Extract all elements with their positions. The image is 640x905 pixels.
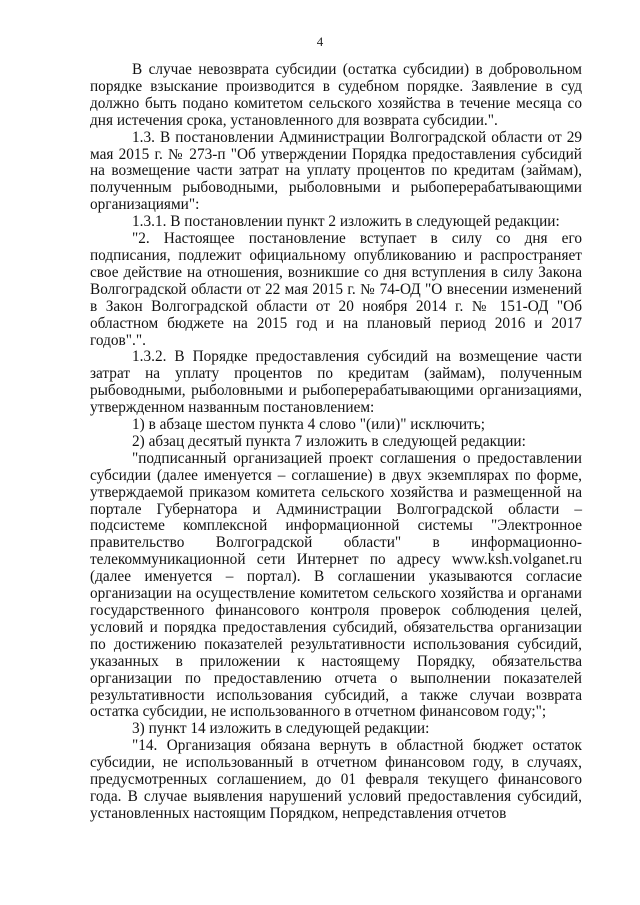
paragraph: 1) в абзаце шестом пункта 4 слово "(или)" исключить; [132,416,485,434]
paragraph: В случае невозврата субсидии (остатка субсидии) в добровольном порядке взыскание производится в судебном порядке. Заявление в суд должно быть подано комитетом сельского хозяйства в течение месяца со дня истечения срока, установленного для возврата субсидии.". [90,61,582,129]
paragraph: 2) абзац десятый пункта 7 изложить в следующей редакции: [132,432,526,450]
document-body [90,62,582,823]
paragraph: 1.3.2. В Порядке предоставления субсидий на возмещение части затрат на уплату процентов по кредитам (займам), полученным рыбоводными, рыболовными и рыбоперерабатывающими организациями, утвержденном названным постановлением: [90,348,582,417]
page-number: 4 [316,34,324,49]
paragraph: "14. Организация обязана вернуть в областной бюджет остаток субсидии, не использованный в отчетном финансовом году, в случаях, предусмотренных соглашением, до 01 февраля текущего финансового года. В случае выявления нарушений условий предоставления субсидий, установленных настоящим Порядком, непредставления отчетов [90,737,582,822]
paragraph: 3) пункт 14 изложить в следующей редакции: [132,720,430,738]
paragraph: 1.3. В постановлении Администрации Волгоградской области от 29 мая 2015 г. № 273-п "Об утверждении Порядка предоставления субсидий на возмещение части затрат на уплату процентов по кредитам (займам), полученным рыбоводными, рыболовными и рыбоперерабатывающими организациями": [90,128,582,214]
paragraph: "подписанный организацией проект соглашения о предоставлении субсидии (далее именуется – соглашение) в двух экземплярах по форме, утверждаемой приказом комитета сельского хозяйства и размещенной на портале Губернатора и Администрации Волгоградской области – подсистеме комплексной информационной системы "Электронное правительство Волгоградской области" в информационно-телекоммуникационной сети Интернет по адресу www.ksh.volganet.ru (далее именуется – портал). В соглашении указываются согласие организации на осуществление комитетом сельского хозяйства и органами государственного финансового контроля проверок соблюдения целей, условий и порядка предоставления субсидий, обязательства организации по достижению показателей результативности использования субсидий, указанных в приложении к настоящему Порядку, обязательства организации по предоставлению отчета о выполнении показателей результативности использования субсидий, а также случаи возврата остатка субсидии, не использованного в отчетном финансовом году;"; [90,449,582,721]
paragraph: "2. Настоящее постановление вступает в силу со дня его подписания, подлежит официальному опубликованию и распространяет свое действие на отношения, возникшие со дня вступления в силу Закона Волгоградской области от 22 мая 2015 г. № 74-ОД "О внесении изменений в Закон Волгоградской области от 20 ноября 2014 г. № 151-ОД "Об областном бюджете на 2015 год и на плановый период 2016 и 2017 годов".". [90,230,582,349]
paragraph: 1.3.1. В постановлении пункт 2 изложить в следующей редакции: [132,213,560,231]
